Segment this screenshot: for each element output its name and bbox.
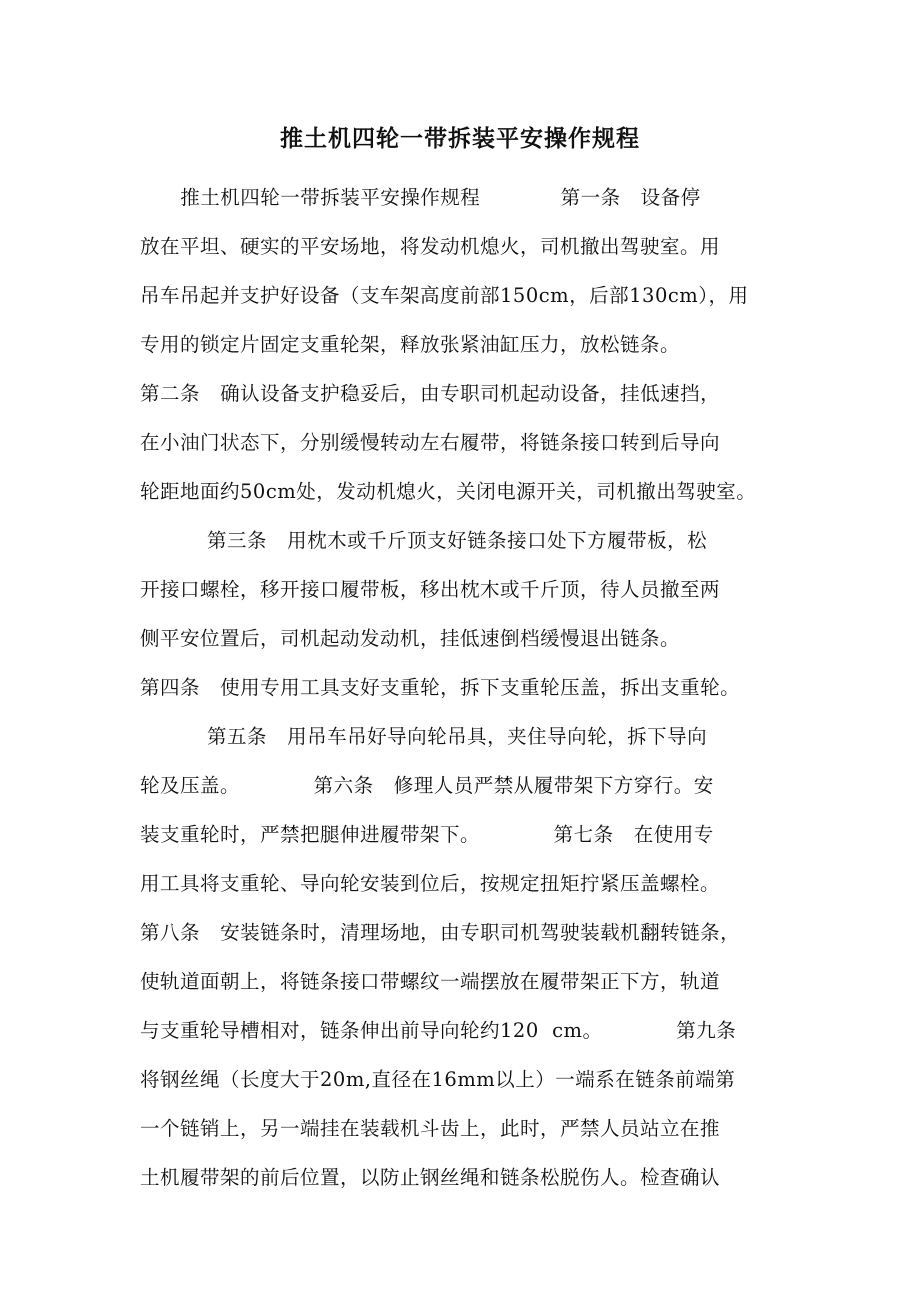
body-line: 第二条 确认设备支护稳妥后，由专职司机起动设备，挂低速挡， — [140, 382, 721, 405]
body-line: 吊车吊起并支护好设备（支车架高度前部150cm，后部130cm），用 — [140, 284, 749, 307]
body-line: 与支重轮导槽相对，链条伸出前导向轮约120 cm。 第九条 — [140, 1019, 737, 1042]
body-line: 土机履带架的前后位置，以防止钢丝绳和链条松脱伤人。检查确认 — [140, 1166, 721, 1189]
body-line: 第四条 使用专用工具支好支重轮，拆下支重轮压盖，拆出支重轮。 — [140, 676, 741, 699]
body-line: 将钢丝绳（长度大于20m,直径在16mm以上）一端系在链条前端第 — [140, 1068, 736, 1091]
body-line: 第八条 安装链条时，清理场地，由专职司机驾驶装载机翻转链条， — [140, 921, 741, 944]
body-line: 轮及压盖。 第六条 修理人员严禁从履带架下方穿行。安 — [140, 774, 714, 797]
body-line: 轮距地面约50cm处，发动机熄火，关闭电源开关，司机撤出驾驶室。 — [140, 480, 757, 503]
body-line: 专用的锁定片固定支重轮架，释放张紧油缸压力，放松链条。 — [140, 333, 681, 356]
body-line: 推土机四轮一带拆装平安操作规程 第一条 设备停 — [140, 186, 701, 209]
body-line: 开接口螺栓，移开接口履带板，移出枕木或千斤顶，待人员撤至两 — [140, 578, 721, 601]
body-line: 侧平安位置后，司机起动发动机，挂低速倒档缓慢退出链条。 — [140, 627, 681, 650]
body-line: 用工具将支重轮、导向轮安装到位后，按规定扭矩拧紧压盖螺栓。 — [140, 872, 721, 895]
body-line: 在小油门状态下，分别缓慢转动左右履带，将链条接口转到后导向 — [140, 431, 721, 454]
document-title: 推土机四轮一带拆装平安操作规程 — [280, 126, 640, 152]
body-line: 一个链销上，另一端挂在装载机斗齿上，此时，严禁人员站立在推 — [140, 1117, 721, 1140]
body-line: 装支重轮时，严禁把腿伸进履带架下。 第七条 在使用专 — [140, 823, 714, 846]
body-line: 使轨道面朝上，将链条接口带螺纹一端摆放在履带架正下方，轨道 — [140, 970, 721, 993]
body-line: 第五条 用吊车吊好导向轮吊具，夹住导向轮，拆下导向 — [140, 725, 708, 748]
body-line: 第三条 用枕木或千斤顶支好链条接口处下方履带板，松 — [140, 529, 708, 552]
body-line: 放在平坦、硬实的平安场地，将发动机熄火，司机撤出驾驶室。用 — [140, 235, 721, 258]
